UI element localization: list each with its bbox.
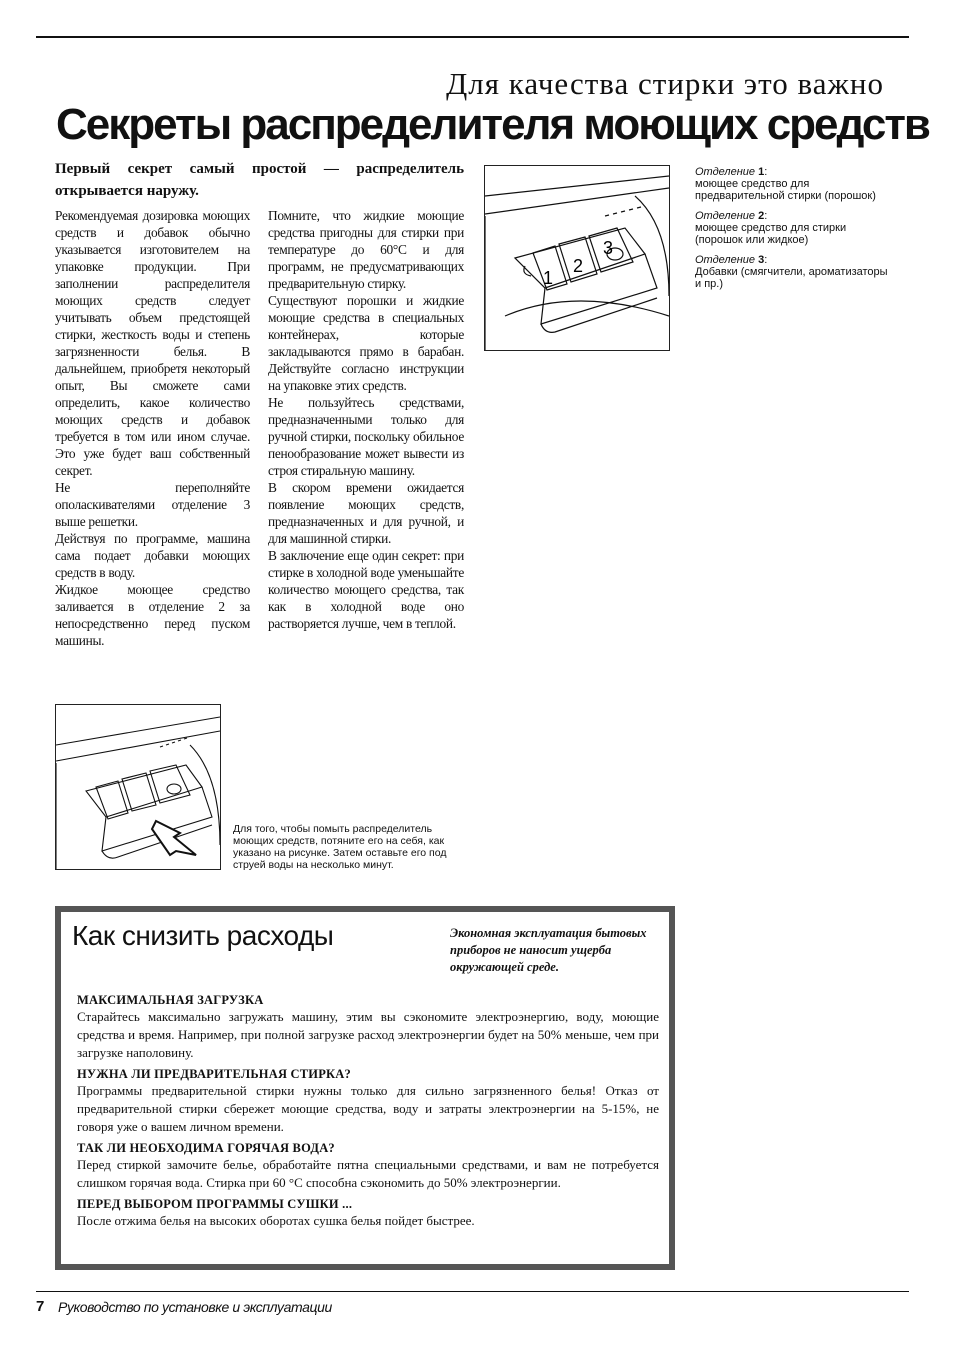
compartment-label-2: 2: [573, 256, 584, 276]
detergent-drawer-illustration: [485, 166, 669, 350]
section-heading: МАКСИМАЛЬНАЯ ЗАГРУЗКА: [77, 993, 264, 1007]
drawer-removal-figure: [55, 704, 221, 870]
section-text: Перед стиркой замочите белье, обработайте пятна специальными средствами, и вам не потребуется слишком горячая вода. Стирка при 60 °С способна сэкономить до 50% электроэнергии.: [77, 1157, 659, 1190]
savings-box-content: [61, 912, 669, 1264]
detergent-drawer-figure: [484, 165, 670, 351]
paragraph: Рекомендуемая дозировка моющих средств и добавок обычно указывается изготовителем на упаковке продукции. При заполнении распределителя моющих средств следует учитывать объем предстоящей стирки, жесткость воды и степень загрязненности белья. В дальнейшем, приобретя некоторый опыт, Вы сможете сами определить, какое количество моющих средств и добавок требуется в том или ином случае. Это уже будет ваш собственный секрет.: [55, 208, 250, 478]
paragraph: В скором времени ожидается появление моющих средств, предназначенных и для ручной, и для машинной стирки.: [268, 480, 464, 546]
text-column-1: [55, 207, 250, 649]
paragraph: В заключение еще один секрет: при стирке в холодной воде уменьшайте количество моющего средства, так как в холодной воде оно растворяется лучше, чем в теплой.: [268, 548, 464, 631]
paragraph: Существуют порошки и жидкие моющие средства в специальных контейнерах, которые закладываются прямо в барабан. Действуйте согласно инструкции на упаковке этих средств.: [268, 293, 464, 393]
paragraph: Не пользуйтесь средствами, предназначенными только для ручной стирки, поскольку обильное пенообразование может вывести из строя стиральную машину.: [268, 395, 464, 478]
section-heading: ТАК ЛИ НЕОБХОДИМА ГОРЯЧАЯ ВОДА?: [77, 1141, 335, 1155]
footer-rule: [36, 1291, 909, 1292]
savings-note: Экономная эксплуатация бытовых приборов не наносит ущерба окружающей среде.: [450, 926, 647, 974]
figure-caption: Для того, чтобы помыть распределитель моющих средств, потяните его на себя, как указано на рисунке. Затем оставьте его под струей воды на несколько минут.: [233, 823, 447, 871]
lead-paragraph: Первый секрет самый простой — распределитель открывается наружу.: [55, 161, 464, 199]
legend-item-1: Отделение 1: моющее средство для предварительной стирки (порошок): [695, 166, 876, 202]
compartment-label-1: 1: [543, 268, 554, 288]
section-kicker: Для качества стирки это важно: [446, 66, 884, 101]
legend-item-3: Отделение 3: Добавки (смягчители, ароматизаторы и пр.): [695, 254, 888, 290]
section-heading: НУЖНА ЛИ ПРЕДВАРИТЕЛЬНАЯ СТИРКА?: [77, 1067, 351, 1081]
compartment-legend: [695, 166, 895, 298]
paragraph: Жидкое моющее средство заливается в отделение 2 за непосредственно перед пуском машины.: [55, 582, 250, 648]
paragraph: Помните, что жидкие моющие средства пригодны для стирки при температуре до 60°С и для программ, не предусматривающих предварительную стирку.: [268, 208, 464, 291]
paragraph: Не переполняйте ополаскивателями отделение 3 выше решетки.: [55, 480, 250, 529]
section-heading: ПЕРЕД ВЫБОРОМ ПРОГРАММЫ СУШКИ ...: [77, 1197, 353, 1211]
section-text: Программы предварительной стирки нужны только для сильно загрязненного белья! Отказ от предварительной стирки сбережет моющие средства, воду и затраты электроэнергии на 5-15%, не говоря уже о вашем личном времени.: [77, 1083, 659, 1134]
paragraph: Действуя по программе, машина сама подает добавки моющих средств в воду.: [55, 531, 250, 580]
footer-title: Руководство по установке и эксплуатации: [58, 1299, 332, 1315]
savings-sections: [77, 992, 659, 1234]
page-title: Секреты распределителя моющих средств: [56, 100, 929, 149]
section-text: После отжима белья на высоких оборотах сушка белья пойдет быстрее.: [77, 1213, 475, 1228]
top-rule: [36, 36, 909, 38]
savings-title: Как снизить расходы: [72, 920, 334, 951]
page-number: 7: [36, 1298, 45, 1315]
savings-box: [55, 906, 675, 1270]
compartment-label-3: 3: [603, 238, 614, 258]
legend-item-2: Отделение 2: моющее средство для стирки (порошок или жидкое): [695, 210, 847, 246]
text-column-2: [268, 207, 464, 632]
section-text: Старайтесь максимально загружать машину, этим вы сэкономите электроэнергию, воду, моющие средства и время. Например, при полной загрузке расход электроэнергии будет на 50% меньше, чем при загрузке наполовину.: [77, 1009, 659, 1060]
drawer-removal-illustration: [56, 705, 220, 869]
